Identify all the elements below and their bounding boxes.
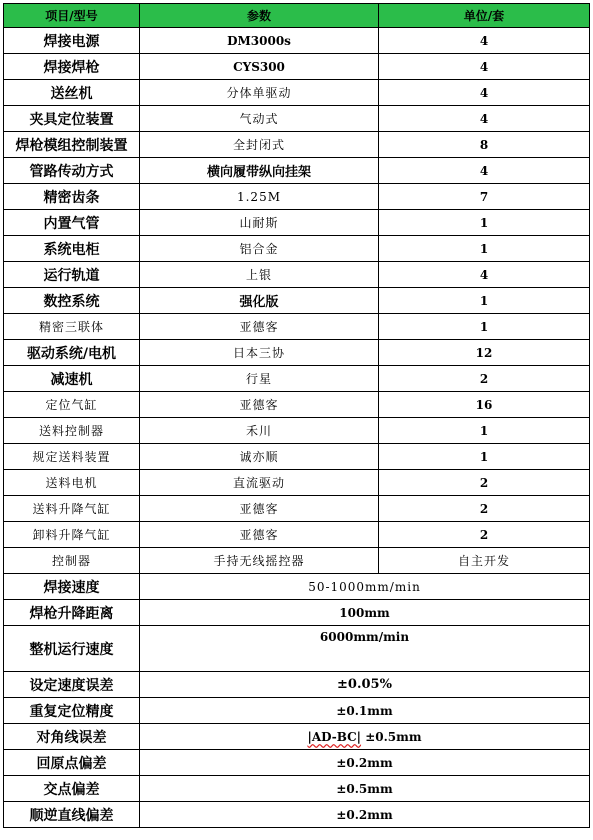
row-value: 强化版 <box>140 288 379 314</box>
spec-name: 重复定位精度 <box>4 698 140 724</box>
row-name: 送料电机 <box>4 470 140 496</box>
spec-name: 回原点偏差 <box>4 750 140 776</box>
spec-row <box>4 724 590 750</box>
row-value: 亚德客 <box>140 392 379 418</box>
table-row <box>4 418 590 444</box>
spec-row <box>4 672 590 698</box>
row-unit: 1 <box>379 288 590 314</box>
row-name: 精密齿条 <box>4 184 140 210</box>
table-row <box>4 262 590 288</box>
row-name: 焊接电源 <box>4 28 140 54</box>
row-value: 铝合金 <box>140 236 379 262</box>
row-name: 卸料升降气缸 <box>4 522 140 548</box>
row-value: 分体单驱动 <box>140 80 379 106</box>
row-value: 行星 <box>140 366 379 392</box>
row-unit: 4 <box>379 80 590 106</box>
row-name: 送丝机 <box>4 80 140 106</box>
table-row <box>4 54 590 80</box>
row-value: 禾川 <box>140 418 379 444</box>
table-row <box>4 392 590 418</box>
table-row <box>4 132 590 158</box>
table-row <box>4 548 590 574</box>
spec-row <box>4 698 590 724</box>
table-row <box>4 210 590 236</box>
row-unit: 4 <box>379 54 590 80</box>
spec-value: 100mm <box>140 600 590 626</box>
table-row <box>4 366 590 392</box>
spec-name: 顺逆直线偏差 <box>4 802 140 828</box>
row-value: 亚德客 <box>140 496 379 522</box>
row-name: 规定送料装置 <box>4 444 140 470</box>
row-name: 送料控制器 <box>4 418 140 444</box>
row-value: 1.25M <box>140 184 379 210</box>
row-value: 手持无线摇控器 <box>140 548 379 574</box>
row-name: 焊枪模组控制装置 <box>4 132 140 158</box>
spec-name: 交点偏差 <box>4 776 140 802</box>
spec-value: ±0.2mm <box>140 802 590 828</box>
spec-row <box>4 776 590 802</box>
row-value: 直流驱动 <box>140 470 379 496</box>
row-unit: 2 <box>379 470 590 496</box>
table-row <box>4 158 590 184</box>
spec-name: 焊枪升降距离 <box>4 600 140 626</box>
row-name: 系统电柜 <box>4 236 140 262</box>
header-unit: 单位/套 <box>379 4 590 28</box>
row-name: 管路传动方式 <box>4 158 140 184</box>
row-unit: 1 <box>379 444 590 470</box>
row-unit: 2 <box>379 496 590 522</box>
spec-row <box>4 574 590 600</box>
row-value: 亚德客 <box>140 522 379 548</box>
spec-value: ±0.5mm <box>140 776 590 802</box>
row-unit: 2 <box>379 366 590 392</box>
row-name: 内置气管 <box>4 210 140 236</box>
diagonal-formula: |AD-BC| <box>307 729 362 744</box>
table-row <box>4 28 590 54</box>
table-row <box>4 106 590 132</box>
row-value: CYS300 <box>140 54 379 80</box>
row-unit: 16 <box>379 392 590 418</box>
table-row <box>4 80 590 106</box>
row-value: 山耐斯 <box>140 210 379 236</box>
spec-row <box>4 802 590 828</box>
row-unit: 4 <box>379 106 590 132</box>
row-value: 日本三协 <box>140 340 379 366</box>
row-unit: 1 <box>379 418 590 444</box>
row-value: 亚德客 <box>140 314 379 340</box>
row-name: 驱动系统/电机 <box>4 340 140 366</box>
table-header-row <box>4 4 590 28</box>
table-row <box>4 496 590 522</box>
spec-value: 50-1000mm/min <box>140 574 590 600</box>
spec-row <box>4 626 590 672</box>
row-unit: 自主开发 <box>379 548 590 574</box>
row-value: 横向履带纵向挂架 <box>140 158 379 184</box>
row-unit: 12 <box>379 340 590 366</box>
spec-value: ±0.05% <box>140 672 590 698</box>
table-row <box>4 444 590 470</box>
spec-value: ±0.1mm <box>140 698 590 724</box>
spec-name: 设定速度误差 <box>4 672 140 698</box>
row-name: 运行轨道 <box>4 262 140 288</box>
row-value: 全封闭式 <box>140 132 379 158</box>
diagonal-tolerance: ±0.5mm <box>361 729 422 744</box>
row-value: 诚亦顺 <box>140 444 379 470</box>
row-unit: 4 <box>379 28 590 54</box>
table-row <box>4 314 590 340</box>
row-name: 减速机 <box>4 366 140 392</box>
table-row <box>4 288 590 314</box>
table-row <box>4 522 590 548</box>
row-name: 控制器 <box>4 548 140 574</box>
row-name: 焊接焊枪 <box>4 54 140 80</box>
spec-value <box>140 724 590 750</box>
spec-value: 6000mm/min <box>140 626 590 672</box>
row-unit: 1 <box>379 314 590 340</box>
row-value: DM3000s <box>140 28 379 54</box>
row-value: 上银 <box>140 262 379 288</box>
row-value: 气动式 <box>140 106 379 132</box>
spec-name: 对角线误差 <box>4 724 140 750</box>
row-unit: 4 <box>379 262 590 288</box>
row-unit: 8 <box>379 132 590 158</box>
header-param: 参数 <box>140 4 379 28</box>
table-row <box>4 236 590 262</box>
header-item: 项目/型号 <box>4 4 140 28</box>
spec-name: 焊接速度 <box>4 574 140 600</box>
spec-table <box>3 3 590 828</box>
row-unit: 4 <box>379 158 590 184</box>
row-unit: 1 <box>379 236 590 262</box>
row-unit: 7 <box>379 184 590 210</box>
spec-row <box>4 750 590 776</box>
row-name: 精密三联体 <box>4 314 140 340</box>
row-name: 数控系统 <box>4 288 140 314</box>
spec-value: ±0.2mm <box>140 750 590 776</box>
row-unit: 2 <box>379 522 590 548</box>
row-name: 送料升降气缸 <box>4 496 140 522</box>
row-name: 夹具定位装置 <box>4 106 140 132</box>
table-row <box>4 184 590 210</box>
table-row <box>4 340 590 366</box>
spec-row <box>4 600 590 626</box>
spec-name: 整机运行速度 <box>4 626 140 672</box>
row-name: 定位气缸 <box>4 392 140 418</box>
table-row <box>4 470 590 496</box>
row-unit: 1 <box>379 210 590 236</box>
